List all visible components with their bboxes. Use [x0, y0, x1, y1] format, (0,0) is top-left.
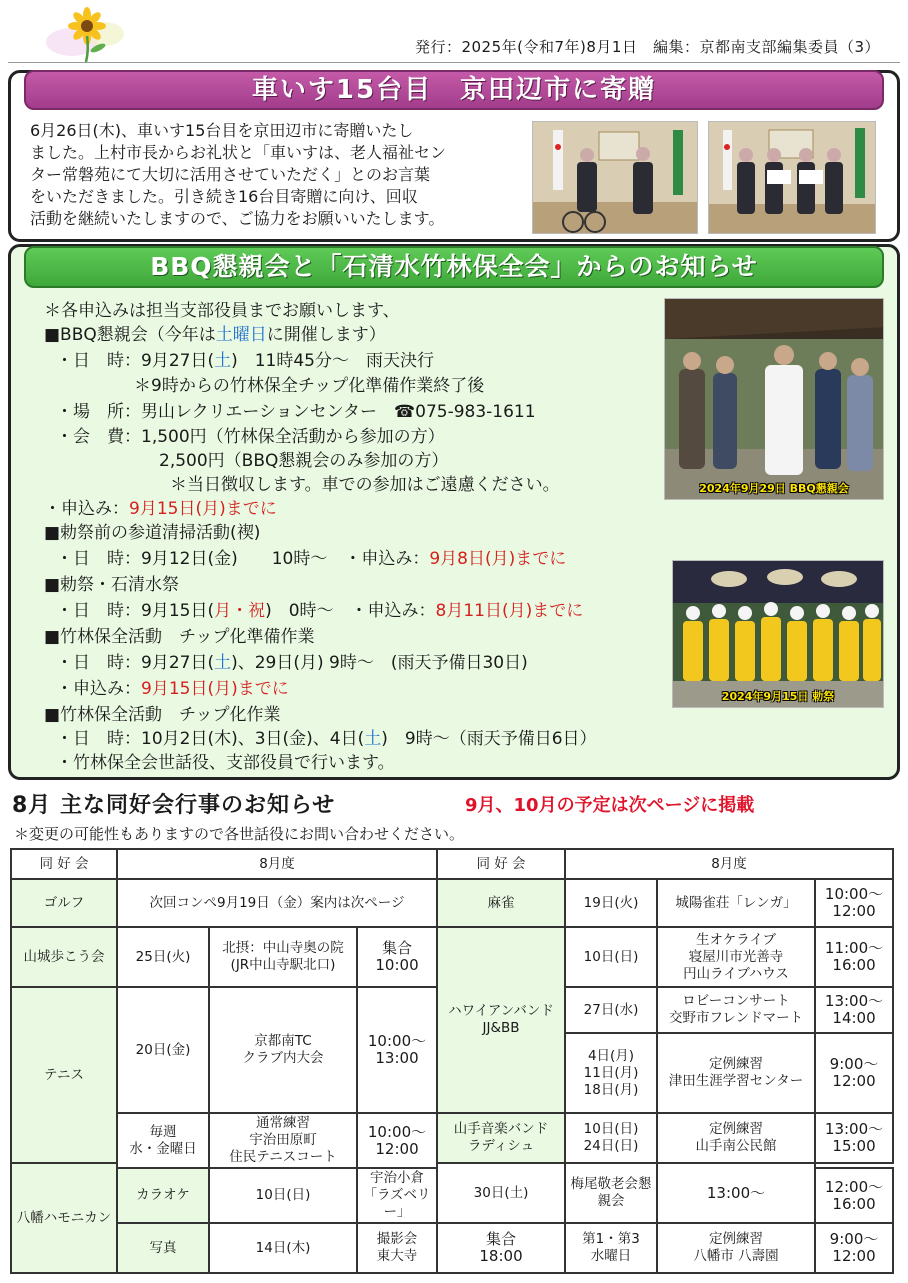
festival-photo-caption: 2024年9月15日 勅祭 [721, 690, 835, 703]
bbq-heading [44, 320, 386, 345]
wheelchair-donation-title: 車いす15台目 京田辺市に寄贈 [24, 70, 884, 110]
event-date: 10日(日) 24日(日) [565, 1113, 657, 1163]
deadline-highlight: 9月8日(月)までに [429, 549, 567, 569]
club-name: 写真 [117, 1223, 209, 1273]
header-club: 同 好 会 [11, 849, 117, 879]
body-line: ました。上村市長からお礼状と「車いすは、老人福祉セン [30, 143, 447, 162]
event-place: 定例練習 山手南公民館 [657, 1113, 815, 1163]
club-name: カラオケ [117, 1168, 209, 1223]
text: に開催します） [266, 325, 386, 345]
event-date: 14日(木) [209, 1223, 357, 1273]
chip-prep-heading: ■竹林保全活動 チップ化準備作業 [44, 627, 315, 647]
festival-heading: ■勅祭・石清水祭 [44, 575, 180, 595]
bbq-datetime [56, 346, 434, 371]
text: ) 11時45分～ 雨天決行 [231, 351, 434, 371]
body-line: ター常磐苑にて大切に活用させていただく」とのお言葉 [30, 165, 431, 184]
chip-prep-datetime [56, 648, 528, 673]
event-place: 生オケライブ 寝屋川市光善寺 円山ライブハウス [657, 927, 815, 987]
event-date: 10日(日) [209, 1168, 357, 1223]
event-date: 19日(火) [565, 879, 657, 927]
club-name: 山手音楽バンド ラディシュ [437, 1113, 565, 1163]
event-place: 定例練習 津田生涯学習センター [657, 1033, 815, 1113]
table-row [11, 1223, 893, 1273]
body-line: 6月26日(木)、車いす15台目を京田辺市に寄贈いたし [30, 121, 414, 140]
body-line: をいただきました。引き続き16台目寄贈に向け、回収 [30, 187, 418, 206]
event-time: 11:00～ 16:00 [815, 927, 893, 987]
bbq-place: ・場 所：男山レクリエーションセンター ☎075-983-1611 [56, 402, 536, 422]
club-name: ハワイアンバンド JJ&BB [437, 927, 565, 1113]
event-place: 京都南TC クラブ内大会 [209, 987, 357, 1113]
bbq-photo [664, 298, 884, 500]
club-name: 八幡ハモニカン [11, 1163, 117, 1273]
text: ■BBQ懇親会（今年は [44, 325, 216, 345]
event-place: 北摂：中山寺奥の院 (JR中山寺駅北口) [209, 927, 357, 987]
donation-photo-1 [532, 121, 698, 234]
chip-work-heading: ■竹林保全活動 チップ化作業 [44, 705, 281, 725]
club-name: ゴルフ [11, 879, 117, 927]
event-date: 毎週 水・金曜日 [117, 1113, 209, 1168]
event-date: 10日(日) [565, 927, 657, 987]
notice-line: ＊各申込みは担当支部役員までお願いします、 [44, 301, 400, 321]
text: ) 0時～ ・申込み： [265, 601, 436, 621]
event-info: 次回コンペ9月19日（金）案内は次ページ [117, 879, 437, 927]
bbq-fee-note: ＊当日徴収します。車での参加はご遠慮ください。 [170, 475, 560, 495]
event-place: 宇治小倉「ラズベリー」 [357, 1168, 437, 1223]
cleaning-datetime [56, 544, 566, 569]
club-name: 麻雀 [437, 879, 565, 927]
table-row [11, 879, 893, 927]
body-line: 活動を継続いたしますので、ご協力をお願いいたします。 [30, 209, 445, 228]
next-page-note: 9月、10月の予定は次ページに掲載 [465, 795, 755, 816]
event-date: 4日(月) 11日(月) 18日(月) [565, 1033, 657, 1113]
event-place: 撮影会 東大寺 [357, 1223, 437, 1273]
event-date: 27日(水) [565, 987, 657, 1033]
bbq-note: ＊9時からの竹林保全チップ化準備作業終了後 [134, 376, 485, 396]
holiday-highlight: 月・祝 [214, 601, 266, 621]
wheelchair-donation-body [30, 120, 530, 230]
table-row [11, 927, 893, 987]
saturday-highlight: 土 [364, 729, 382, 749]
club-name: 山城歩こう会 [11, 927, 117, 987]
table-header-row [11, 849, 893, 879]
saturday-highlight: 土 [214, 351, 232, 371]
donation-photo-2 [708, 121, 876, 234]
text: ・日 時：9月27日( [56, 653, 215, 673]
chip-work-note: ・竹林保全会世話役、支部役員で行います。 [56, 753, 395, 773]
event-date: 第1・第3 水曜日 [565, 1223, 657, 1273]
text: ・申込み： [56, 679, 141, 699]
bbq-deadline [44, 494, 277, 519]
event-place: ロビーコンサート 交野市フレンドマート [657, 987, 815, 1033]
event-time: 9:00～ 12:00 [815, 1223, 893, 1273]
club-name: テニス [11, 987, 117, 1163]
bbq-bamboo-title: BBQ懇親会と「石清水竹林保全会」からのお知らせ [24, 246, 884, 288]
event-date: 20日(金) [117, 987, 209, 1113]
header-month: 8月度 [565, 849, 893, 879]
header-month: 8月度 [117, 849, 437, 879]
text: )、29日(月) 9時～ (雨天予備日30日) [231, 653, 528, 673]
text: ・申込み： [44, 499, 129, 519]
saturday-highlight: 土曜日 [215, 325, 267, 345]
deadline-highlight: 9月15日(月)までに [129, 499, 277, 519]
club-schedule-table [10, 848, 894, 1274]
sunflower-illustration [42, 6, 132, 64]
chip-work-datetime [56, 724, 597, 749]
deadline-highlight: 8月11日(月)までに [435, 601, 584, 621]
cleaning-heading: ■勅祭前の参道清掃活動(禊) [44, 523, 261, 543]
event-place: 梅尾敬老会懇親会 [565, 1163, 657, 1223]
chip-prep-deadline [56, 674, 289, 699]
event-time: 集合 10:00 [357, 927, 437, 987]
event-date: 30日(土) [437, 1163, 565, 1223]
event-time: 集合 18:00 [437, 1223, 565, 1273]
header-club: 同 好 会 [437, 849, 565, 879]
deadline-highlight: 9月15日(月)までに [141, 679, 289, 699]
club-events-note: ＊変更の可能性もありますので各世話役にお問い合わせください。 [14, 825, 465, 843]
table-row [11, 1113, 893, 1163]
header-divider [8, 62, 900, 63]
event-time: 10:00～ 12:00 [815, 879, 893, 927]
text: ・日 時：9月27日( [56, 351, 215, 371]
event-place: 城陽雀荘「レンガ」 [657, 879, 815, 927]
festival-photo [672, 560, 884, 708]
bbq-photo-caption: 2024年9月29日 BBQ懇親会 [699, 482, 849, 495]
event-place: 通常練習 宇治田原町 住民テニスコート [209, 1113, 357, 1168]
event-place: 定例練習 八幡市 八壽園 [657, 1223, 815, 1273]
text: ) 9時～（雨天予備日6日） [381, 729, 597, 749]
event-time: 13:00～ 14:00 [815, 987, 893, 1033]
text: ・日 時：9月15日( [56, 601, 215, 621]
issue-info: 発行：2025年(令和7年)8月1日 編集：京都南支部編集委員（3） [414, 38, 880, 56]
text: ・日 時：10月2日(木)、3日(金)、4日( [56, 729, 365, 749]
text: ・日 時：9月12日(金) 10時～ ・申込み： [56, 549, 430, 569]
bbq-fee-2: 2,500円（BBQ懇親会のみ参加の方） [159, 451, 449, 471]
club-events-title: 8月 主な同好会行事のお知らせ [12, 793, 336, 818]
bbq-fee-1: ・会 費：1,500円（竹林保全活動から参加の方） [56, 427, 445, 447]
event-time: 10:00～ 13:00 [357, 987, 437, 1113]
event-time: 9:00～ 12:00 [815, 1033, 893, 1113]
saturday-highlight: 土 [214, 653, 232, 673]
event-time: 12:00～ 16:00 [815, 1168, 893, 1223]
event-time: 13:00～ 15:00 [815, 1113, 893, 1163]
event-time: 13:00～ [657, 1163, 815, 1223]
event-date: 25日(火) [117, 927, 209, 987]
event-time: 10:00～ 12:00 [357, 1113, 437, 1168]
festival-datetime [56, 596, 583, 621]
